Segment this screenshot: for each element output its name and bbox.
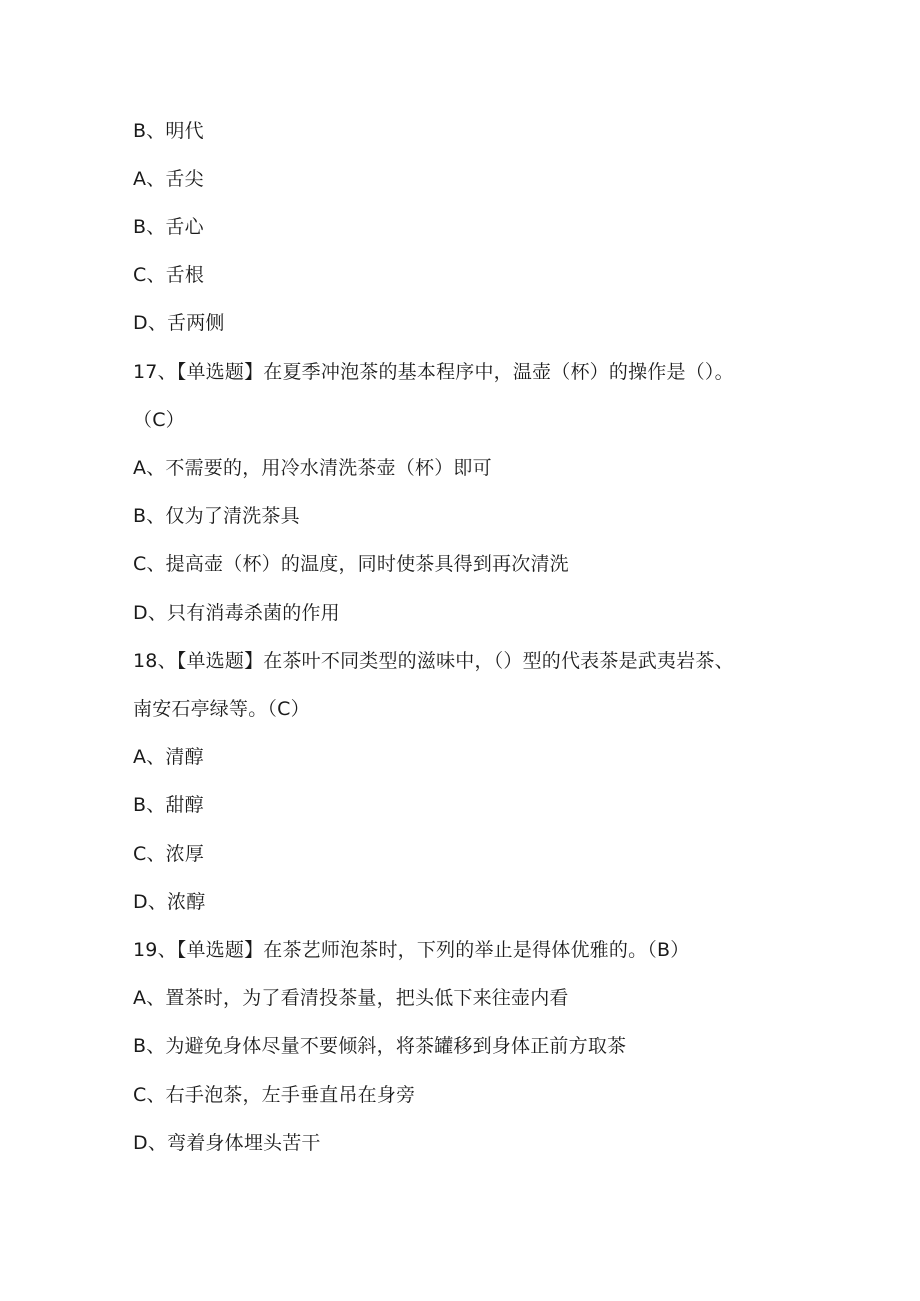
- q19-option-c: C、右手泡茶，左手垂直吊在身旁: [133, 1084, 416, 1106]
- q17-option-d: D、只有消毒杀菌的作用: [133, 602, 340, 624]
- q18-option-c: C、浓厚: [133, 843, 205, 865]
- q17-option-c: C、提高壶（杯）的温度，同时使茶具得到再次清洗: [133, 553, 569, 575]
- q16-option-d: D、舌两侧: [133, 312, 225, 334]
- q19-option-b: B、为避免身体尽量不要倾斜，将茶罐移到身体正前方取茶: [133, 1035, 627, 1057]
- q16-option-a: A、舌尖: [133, 168, 204, 190]
- q18-option-a: A、清醇: [133, 746, 204, 768]
- q18-stem: 18、【单选题】在茶叶不同类型的滋味中，（）型的代表茶是武夷岩茶、: [133, 650, 734, 672]
- q16-option-b: B、舌心: [133, 216, 204, 238]
- q17-answer: （C）: [133, 409, 185, 431]
- q17-stem: 17、【单选题】在夏季冲泡茶的基本程序中，温壶（杯）的操作是（）。: [133, 361, 734, 383]
- q18-stem-cont: 南安石亭绿等。（C）: [133, 698, 310, 720]
- q18-option-b: B、甜醇: [133, 794, 204, 816]
- q18-option-d: D、浓醇: [133, 891, 206, 913]
- q19-option-a: A、置茶时，为了看清投茶量，把头低下来往壶内看: [133, 987, 569, 1009]
- q19-stem: 19、【单选题】在茶艺师泡茶时，下列的举止是得体优雅的。（B）: [133, 939, 690, 961]
- q17-option-a: A、不需要的，用冷水清洗茶壶（杯）即可: [133, 457, 492, 479]
- q16-option-c: C、舌根: [133, 264, 205, 286]
- option-b-prev: B、明代: [133, 120, 204, 142]
- q19-option-d: D、弯着身体埋头苦干: [133, 1132, 321, 1154]
- q17-option-b: B、仅为了清洗茶具: [133, 505, 300, 527]
